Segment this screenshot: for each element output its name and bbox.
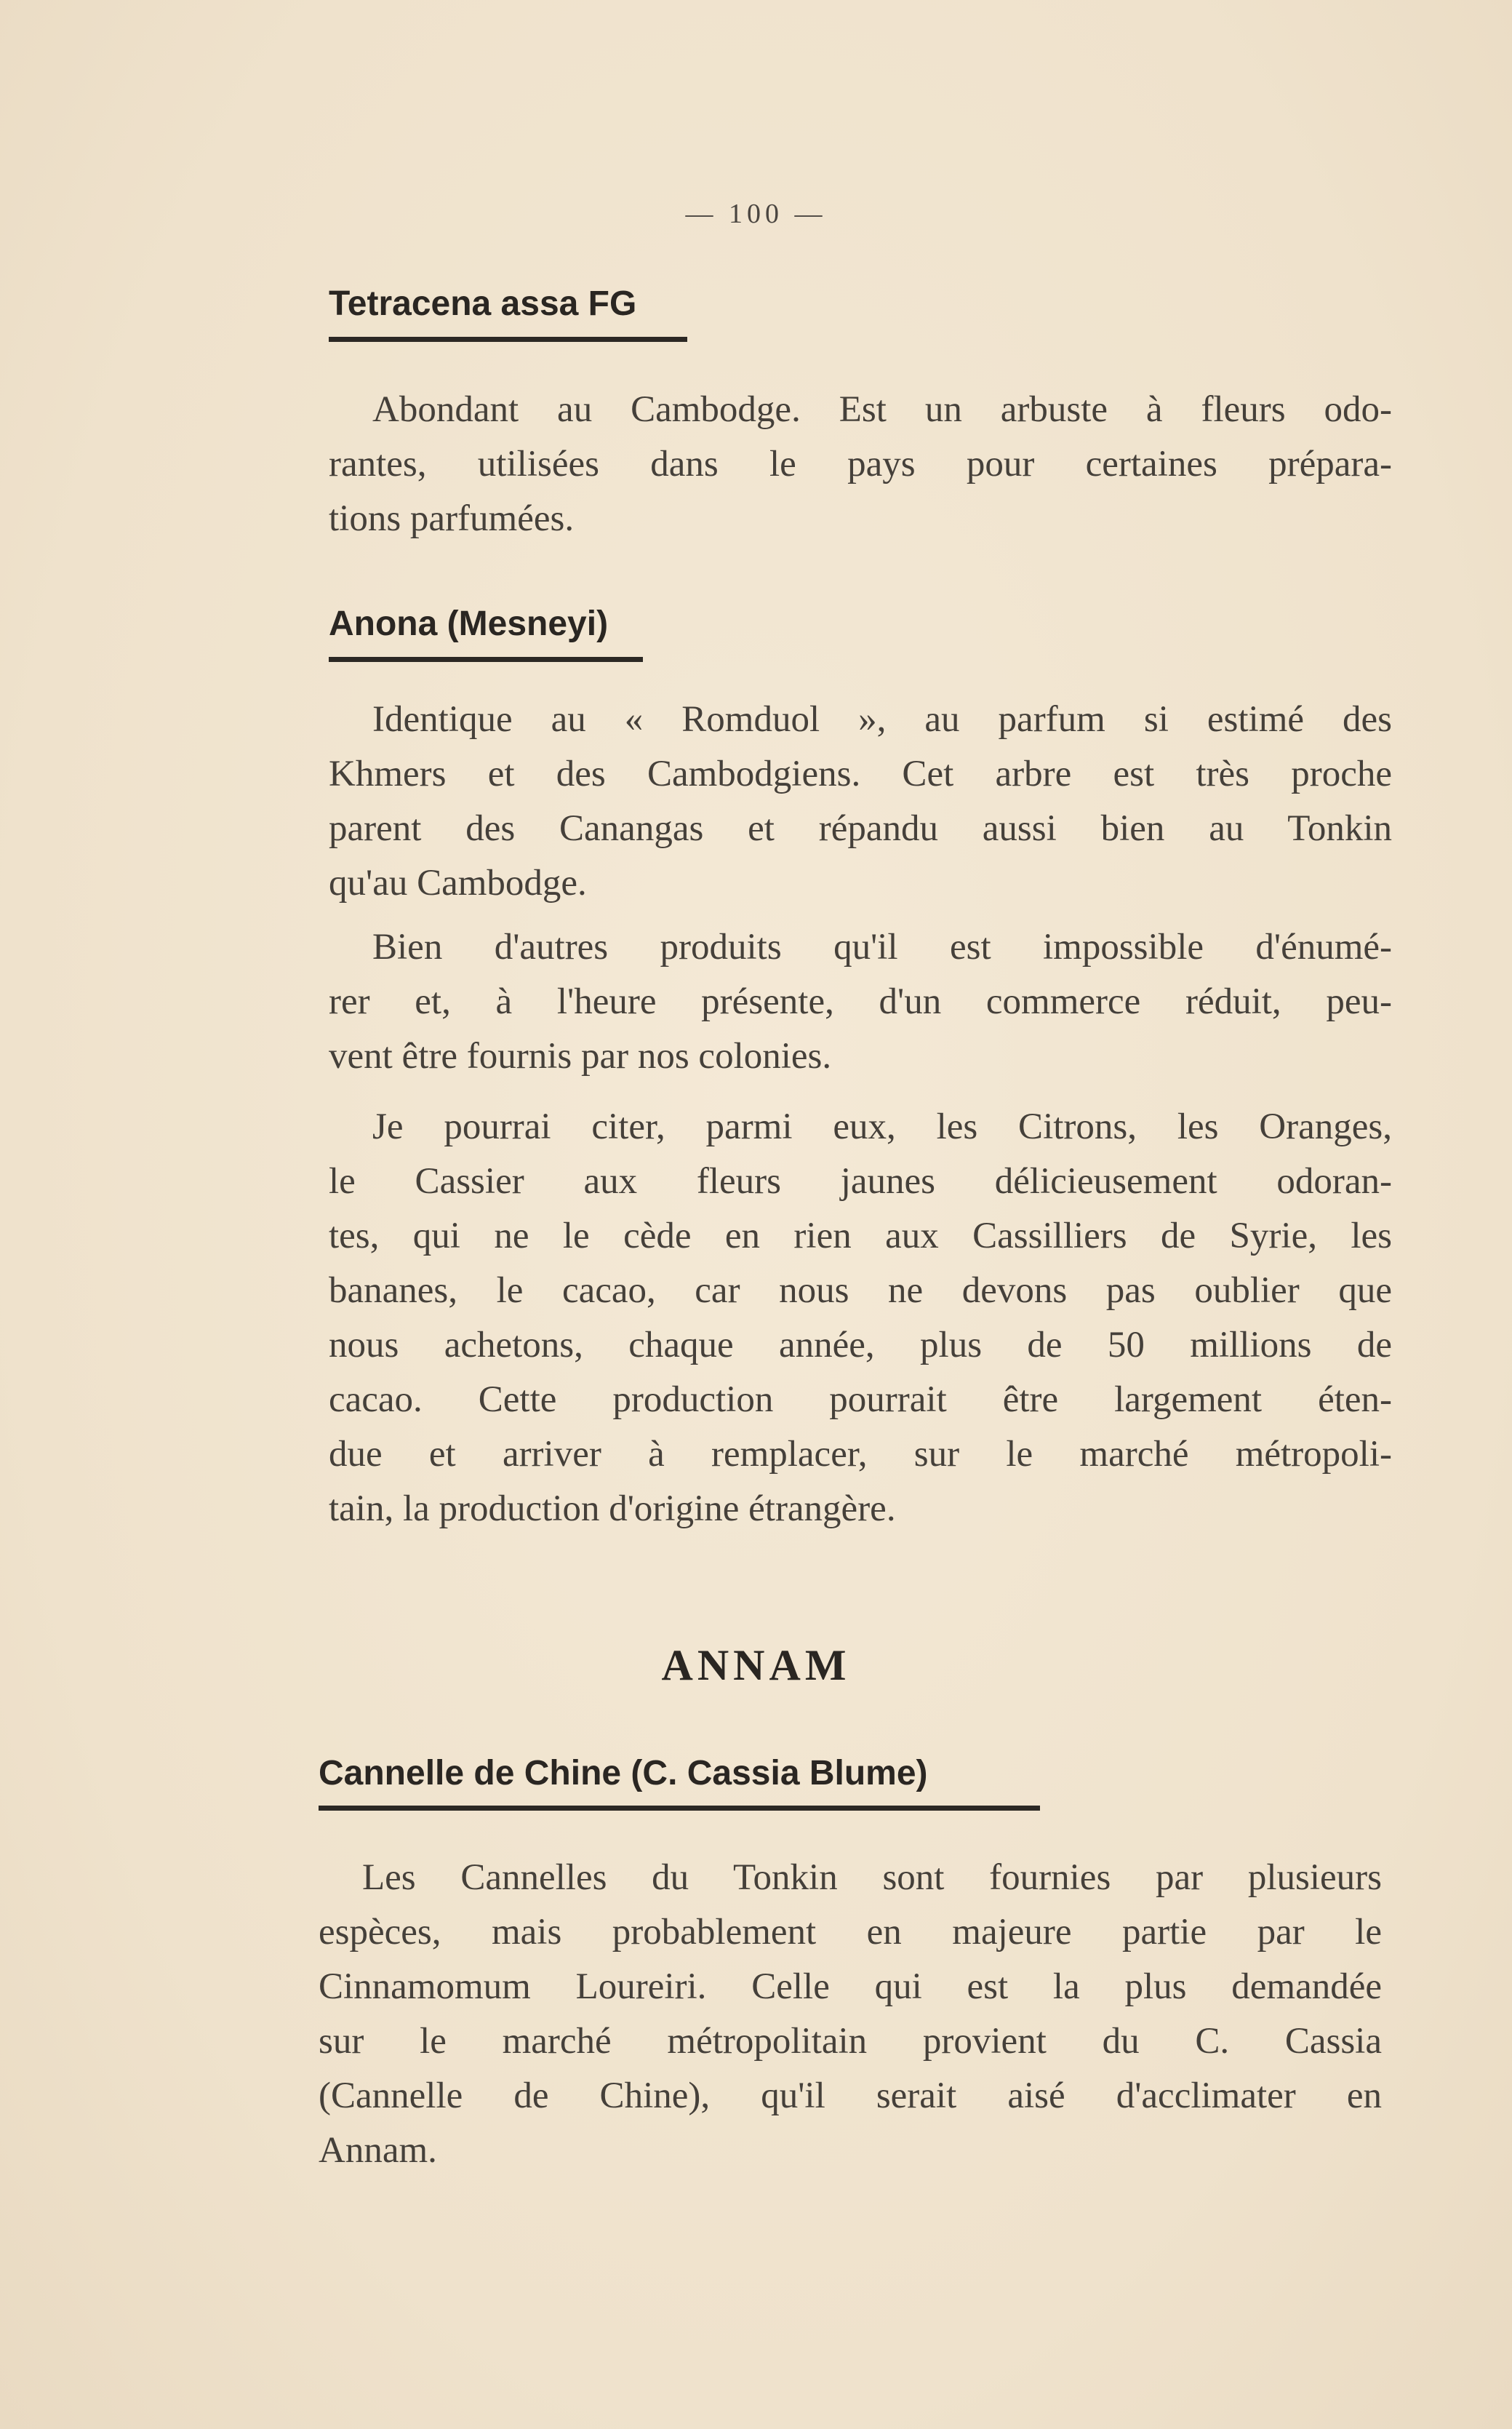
text-line: tes, qui ne le cède en rien aux Cassilliers de Syrie, les xyxy=(329,1216,1392,1256)
paragraph xyxy=(329,383,1392,546)
text-line: espèces, mais probablement en majeure partie par le xyxy=(319,1912,1382,1953)
heading-underline xyxy=(329,657,643,662)
paragraph xyxy=(329,1100,1392,1536)
text-line: Abondant au Cambodge. Est un arbuste à fleurs odo- xyxy=(372,389,1392,430)
text-line: nous achetons, chaque année, plus de 50 millions de xyxy=(329,1325,1392,1365)
text-line: cacao. Cette production pourrait être largement éten- xyxy=(329,1379,1392,1420)
text-line: due et arriver à remplacer, sur le marché métropoli- xyxy=(329,1434,1392,1475)
text-line: sur le marché métropolitain provient du C. Cassia xyxy=(319,2021,1382,2062)
text-line: tions parfumées. xyxy=(329,498,575,539)
text-line: Khmers et des Cambodgiens. Cet arbre est très proche xyxy=(329,754,1392,794)
text-line: qu'au Cambodge. xyxy=(329,863,587,904)
section-title: ANNAM xyxy=(661,1641,851,1689)
paragraph xyxy=(329,693,1392,911)
text-line: Les Cannelles du Tonkin sont fournies par plusieurs xyxy=(362,1857,1382,1898)
text-line: rer et, à l'heure présente, d'un commerce réduit, peu- xyxy=(329,981,1392,1022)
text-line: bananes, le cacao, car nous ne devons pas oublier que xyxy=(329,1270,1392,1311)
text-line: (Cannelle de Chine), qu'il serait aisé d'acclimater en xyxy=(319,2075,1382,2116)
text-line: Annam. xyxy=(319,2130,437,2171)
heading-underline xyxy=(329,337,687,342)
text-line: rantes, utilisées dans le pays pour certaines prépara- xyxy=(329,444,1392,484)
text-line: parent des Canangas et répandu aussi bien au Tonkin xyxy=(329,808,1392,849)
text-line: le Cassier aux fleurs jaunes délicieusement odoran- xyxy=(329,1161,1392,1202)
text-line: tain, la production d'origine étrangère. xyxy=(329,1488,896,1529)
text-line: Bien d'autres produits qu'il est impossible d'énumé- xyxy=(372,927,1392,968)
text-line: vent être fournis par nos colonies. xyxy=(329,1036,832,1077)
paragraph xyxy=(319,1851,1382,2178)
entry-heading-anona: Anona (Mesneyi) xyxy=(329,605,609,643)
text-line: Cinnamomum Loureiri. Celle qui est la plus demandée xyxy=(319,1966,1382,2007)
paragraph xyxy=(329,920,1392,1084)
text-line: Identique au « Romduol », au parfum si estimé des xyxy=(372,699,1392,740)
heading-underline xyxy=(319,1806,1040,1811)
entry-heading-cannelle: Cannelle de Chine (C. Cassia Blume) xyxy=(319,1754,928,1792)
text-line: Je pourrai citer, parmi eux, les Citrons, les Oranges, xyxy=(372,1106,1392,1147)
page-number: — 100 — xyxy=(685,199,827,229)
entry-heading-tetracena: Tetracena assa FG xyxy=(329,284,637,323)
